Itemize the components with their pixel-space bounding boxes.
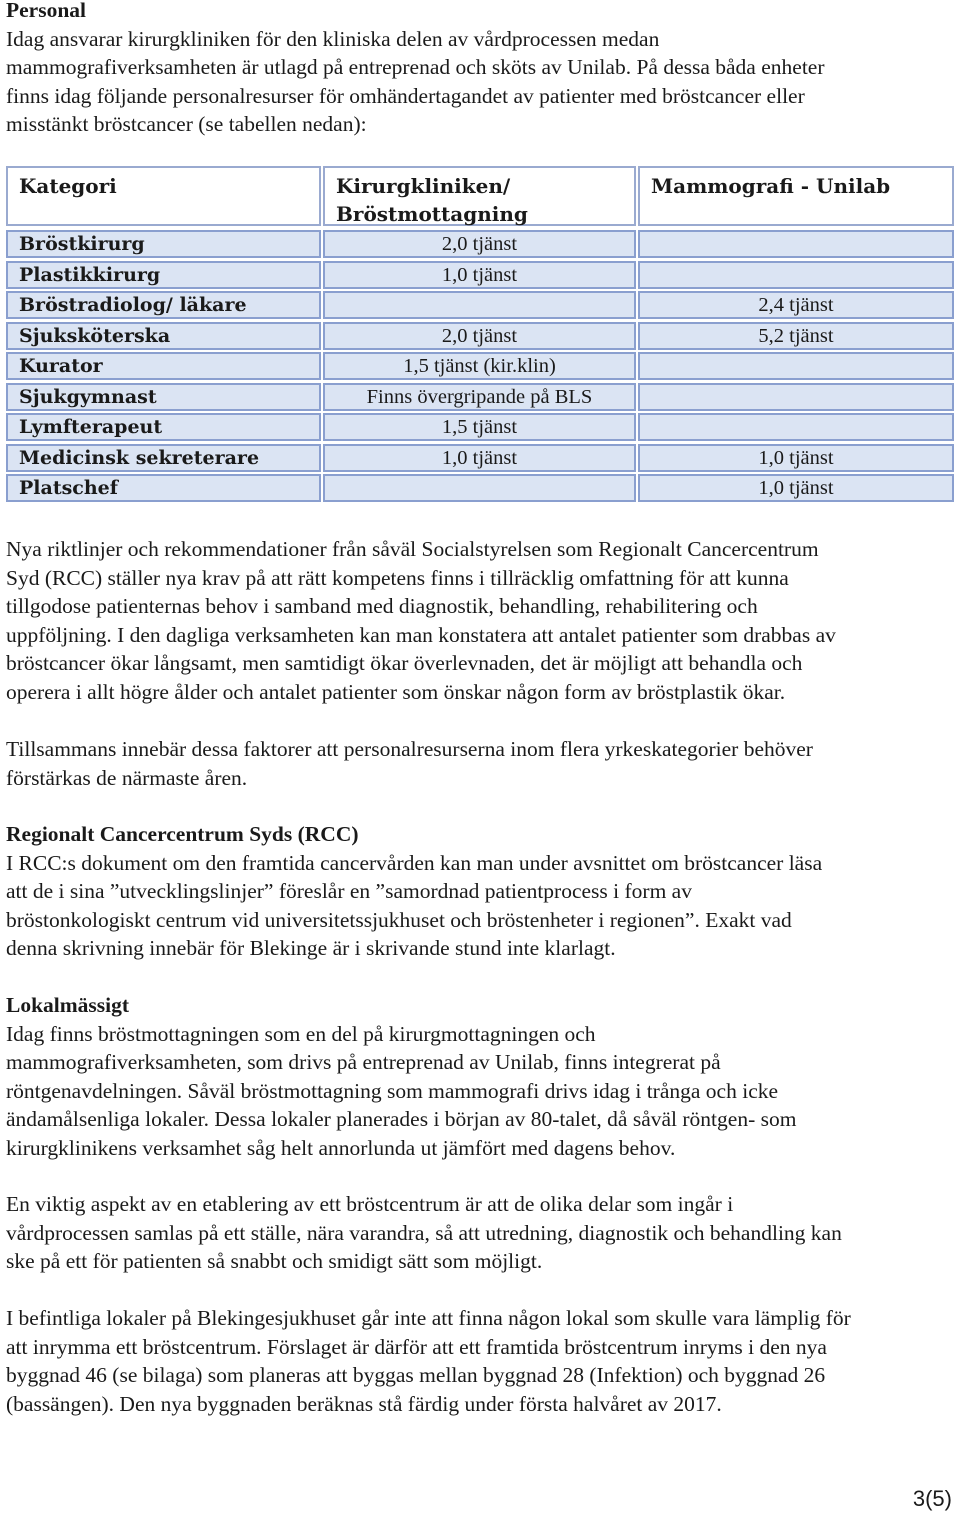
paragraph-riktlinjer (6, 535, 954, 707)
text-line: vårdprocessen samlas på ett ställe, nära varandra, så att utredning, diagnostik och behandling kan (6, 1220, 842, 1245)
table-cell-mammografi: 5,2 tjänst (638, 322, 954, 350)
text-line: Syd (RCC) ställer nya krav på att rätt kompetens finns i tillräcklig omfattning för att kunna (6, 565, 789, 590)
table-row (6, 261, 954, 289)
text-line: Nya riktlinjer och rekommendationer från såväl Socialstyrelsen som Regionalt Cancercentrum (6, 537, 819, 561)
table-row (6, 413, 954, 441)
table-row (6, 474, 954, 502)
text-line: att de i sina ”utvecklingslinjer” föreslår en ”samordnad patientprocess i form av (6, 879, 692, 904)
section-rcc (6, 820, 954, 963)
table-cell-category: Kurator (6, 352, 321, 380)
text-line: En viktig aspekt av en etablering av ett bröstcentrum är att de olika delar som ingår i (6, 1192, 734, 1216)
table-cell-category: Platschef (6, 474, 321, 502)
text-line: mammografiverksamheten, som drivs på entreprenad av Unilab, finns integrerat på (6, 1050, 721, 1075)
table-header-kirurgkliniken: Kirurgkliniken/ Bröstmottagning (323, 166, 636, 226)
text-line: uppföljning. I den dagliga verksamheten kan man konstatera att antalet patienter som drabbas av (6, 622, 836, 647)
text-line: att inrymma ett bröstcentrum. Förslaget är därför att ett framtida bröstcentrum inryms i den nya (6, 1334, 827, 1359)
paragraph-befintliga-lokaler (6, 1304, 954, 1418)
table-cell-category: Bröstradiolog/ läkare (6, 291, 321, 319)
section-personal (6, 0, 954, 139)
table-cell-mammografi (638, 230, 954, 258)
staffing-table (6, 166, 954, 506)
table-row (6, 383, 954, 411)
text-line: röntgenavdelningen. Såväl bröstmottagning som mammografi drivs idag i trånga och icke (6, 1078, 779, 1103)
table-cell-kirurg: 2,0 tjänst (323, 230, 636, 258)
table-cell-kirurg: Finns övergripande på BLS (323, 383, 636, 411)
text-line: bröstcancer ökar långsamt, men samtidigt ökar överlevnaden, det är möjligt att behandla och (6, 651, 803, 676)
table-cell-kirurg: 1,5 tjänst (kir.klin) (323, 352, 636, 380)
table-cell-kirurg: 2,0 tjänst (323, 322, 636, 350)
text-line: förstärkas de närmaste åren. (6, 765, 248, 790)
table-header-kategori: Kategori (6, 166, 321, 226)
table-cell-kirurg (323, 474, 636, 502)
section-heading: Regionalt Cancercentrum Syds (RCC) (6, 822, 359, 846)
paragraph-tillsammans (6, 735, 954, 792)
text-line: Idag finns bröstmottagningen som en del på kirurgmottagningen och (6, 1021, 596, 1046)
table-cell-category: Bröstkirurg (6, 230, 321, 258)
text-line: denna skrivning innebär för Blekinge är i skrivande stund inte klarlagt. (6, 936, 616, 961)
table-cell-mammografi: 1,0 tjänst (638, 444, 954, 472)
paragraph-viktig-aspekt (6, 1190, 954, 1276)
page-number: 3(5) (912, 1486, 952, 1511)
table-cell-kirurg (323, 291, 636, 319)
table-cell-kirurg: 1,5 tjänst (323, 413, 636, 441)
table-row (6, 322, 954, 350)
table-row (6, 291, 954, 319)
table-cell-mammografi (638, 383, 954, 411)
table-row (6, 230, 954, 258)
table-cell-kirurg: 1,0 tjänst (323, 444, 636, 472)
table-header-mammografi: Mammografi - Unilab (638, 166, 954, 226)
table-row (6, 352, 954, 380)
table-cell-category: Sjuksköterska (6, 322, 321, 350)
table-row (6, 444, 954, 472)
text-line: kirurgklinikens verksamhet såg helt annorlunda ut jämfört med dagens behov. (6, 1135, 676, 1160)
text-line: bröstonkologiskt centrum vid universitetssjukhuset och bröstenheter i regionen”. Exakt vad (6, 907, 792, 932)
table-cell-mammografi: 2,4 tjänst (638, 291, 954, 319)
text-line: operera i allt högre ålder och antalet patienter som önskar någon form av bröstplastik ökar. (6, 679, 786, 704)
table-cell-kirurg: 1,0 tjänst (323, 261, 636, 289)
text-line: Idag ansvarar kirurgkliniken för den kliniska delen av vårdprocessen medan (6, 26, 660, 51)
table-cell-mammografi (638, 261, 954, 289)
text-line: ändamålsenliga lokaler. Dessa lokaler planerades i början av 80-talet, då såväl röntgen- som (6, 1107, 797, 1132)
table-cell-mammografi: 1,0 tjänst (638, 474, 954, 502)
text-line: misstänkt bröstcancer (se tabellen nedan): (6, 112, 367, 137)
section-heading: Lokalmässigt (6, 993, 130, 1017)
table-cell-category: Medicinsk sekreterare (6, 444, 321, 472)
text-line: Tillsammans innebär dessa faktorer att personalresurserna inom flera yrkeskategorier behöver (6, 737, 813, 761)
text-line: I befintliga lokaler på Blekingesjukhuset går inte att finna någon lokal som skulle vara lämplig för (6, 1306, 851, 1330)
table-cell-mammografi (638, 413, 954, 441)
text-line: byggnad 46 (se bilaga) som planeras att byggas mellan byggnad 28 (Infektion) och byggnad 26 (6, 1363, 826, 1388)
text-line: I RCC:s dokument om den framtida cancervården kan man under avsnittet om bröstcancer läsa (6, 850, 823, 875)
table-cell-category: Sjukgymnast (6, 383, 321, 411)
table-cell-category: Plastikkirurg (6, 261, 321, 289)
text-line: ske på ett för patienten så snabbt och smidigt sätt som möjligt. (6, 1249, 543, 1274)
text-line: finns idag följande personalresurser för omhändertagandet av patienter med bröstcancer eller (6, 83, 805, 108)
text-line: mammografiverksamheten är utlagd på entreprenad och sköts av Unilab. På dessa båda enheter (6, 55, 825, 80)
section-lokalmassigt (6, 991, 954, 1163)
section-heading: Personal (6, 0, 87, 22)
table-cell-category: Lymfterapeut (6, 413, 321, 441)
text-line: tillgodose patienternas behov i samband med diagnostik, behandling, rehabilitering och (6, 594, 758, 619)
table-cell-mammografi (638, 352, 954, 380)
text-line: (bassängen). Den nya byggnaden beräknas stå färdig under första halvåret av 2017. (6, 1391, 722, 1416)
